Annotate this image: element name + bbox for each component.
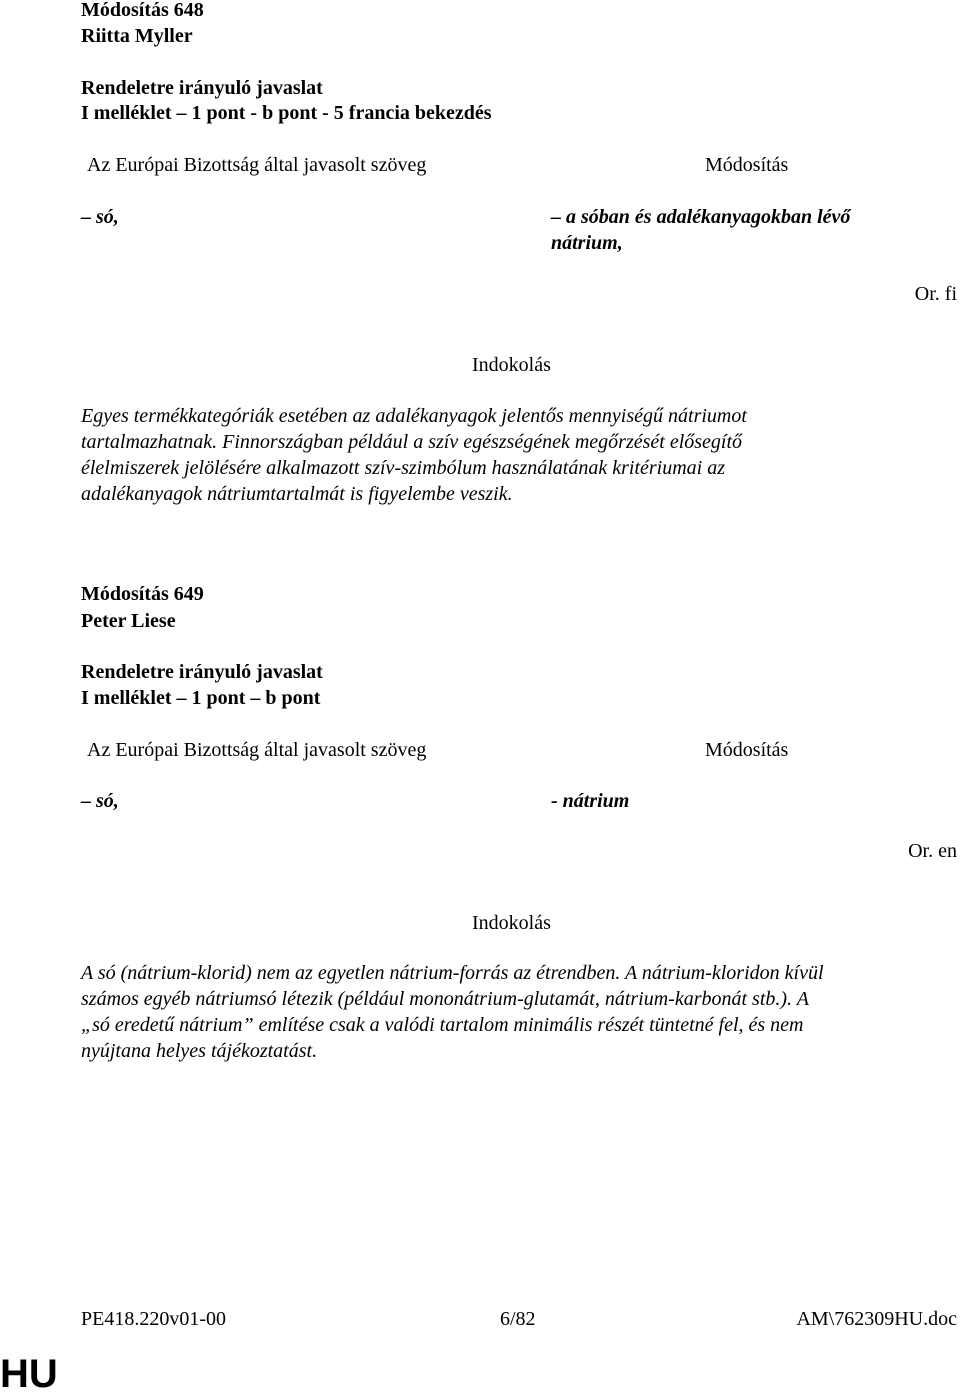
- original-language: Or. en: [908, 840, 957, 862]
- footer-page-number: 6/82: [500, 1308, 536, 1330]
- language-code: HU: [0, 1352, 58, 1396]
- justification-line: A só (nátrium-klorid) nem az egyetlen nátrium-forrás az étrendben. A nátrium-kloridon kívül: [81, 962, 824, 984]
- proposal-reference: I melléklet – 1 pont - b pont - 5 francia bekezdés: [81, 102, 492, 124]
- justification-line: „só eredetű nátrium” említése csak a valódi tartalom minimális részét tüntetné fel, és nem: [81, 1014, 804, 1036]
- amendment-number: Módosítás 648: [81, 0, 204, 21]
- amendment-text: - nátrium: [551, 790, 630, 812]
- justification-title: Indokolás: [472, 912, 551, 934]
- justification-line: élelmiszerek jelölésére alkalmazott szív-szimbólum használatának kritériumai az: [81, 457, 725, 479]
- amendment-column-header: Módosítás: [705, 154, 789, 176]
- justification-line: adalékanyagok nátriumtartalmát is figyelembe veszik.: [81, 483, 513, 505]
- amendment-author: Peter Liese: [81, 610, 176, 632]
- amendment-number: Módosítás 649: [81, 583, 204, 605]
- proposal-title: Rendeletre irányuló javaslat: [81, 77, 323, 99]
- justification-line: számos egyéb nátriumsó létezik (például mononátrium-glutamát, nátrium-karbonát stb.). A: [81, 988, 809, 1010]
- commission-text: – só,: [81, 206, 119, 228]
- commission-text-column-header: Az Európai Bizottság által javasolt szöveg: [87, 154, 427, 176]
- amendment-author: Riitta Myller: [81, 25, 193, 47]
- amendment-column-header: Módosítás: [705, 739, 789, 761]
- footer-doc-reference: PE418.220v01-00: [81, 1308, 226, 1330]
- amendment-text-line: – a sóban és adalékanyagokban lévő: [551, 206, 851, 228]
- justification-line: Egyes termékkategóriák esetében az adalékanyagok jelentős mennyiségű nátriumot: [81, 405, 747, 427]
- amendment-text-line: nátrium,: [551, 232, 623, 254]
- commission-text-column-header: Az Európai Bizottság által javasolt szöveg: [87, 739, 427, 761]
- proposal-reference: I melléklet – 1 pont – b pont: [81, 687, 321, 709]
- justification-line: nyújtana helyes tájékoztatást.: [81, 1040, 318, 1062]
- proposal-title: Rendeletre irányuló javaslat: [81, 661, 323, 683]
- commission-text: – só,: [81, 790, 119, 812]
- original-language: Or. fi: [914, 283, 957, 305]
- justification-line: tartalmazhatnak. Finnországban például a szív egészségének megőrzését elősegítő: [81, 431, 743, 453]
- justification-title: Indokolás: [472, 354, 551, 376]
- footer-file-name: AM\762309HU.doc: [796, 1308, 957, 1330]
